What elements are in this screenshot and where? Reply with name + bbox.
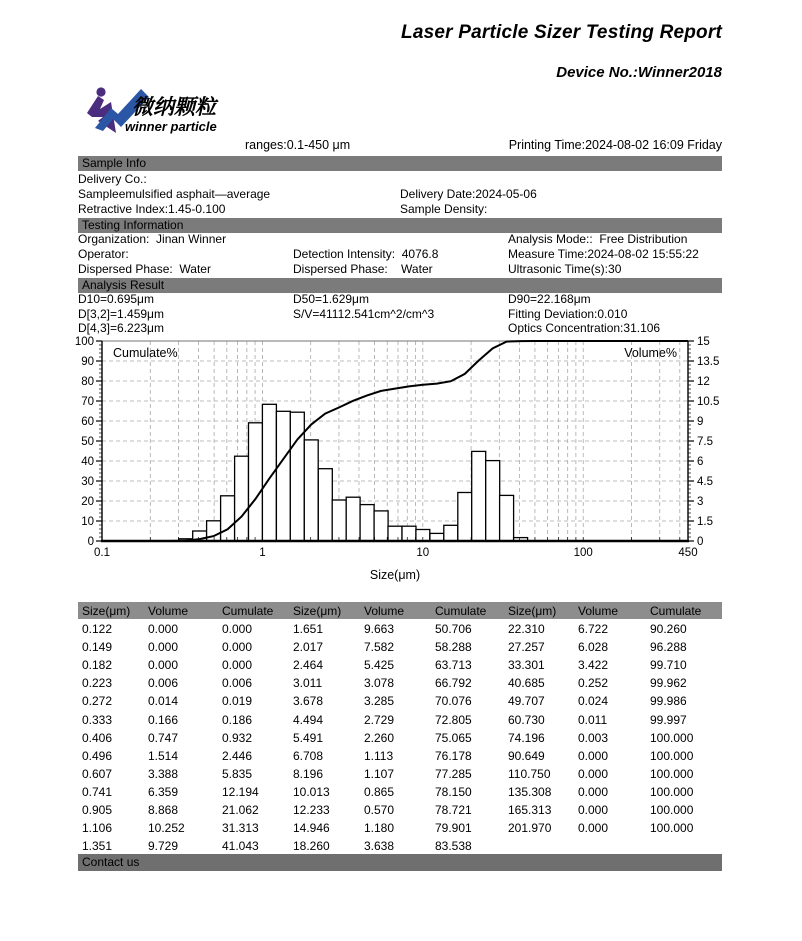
table-cell: 100.000 — [650, 803, 694, 817]
table-cell: 100.000 — [650, 749, 694, 763]
table-cell: 1.514 — [148, 749, 179, 763]
info-field: Retractive Index:1.45-0.100 — [78, 202, 226, 216]
table-column-header: Cumulate — [650, 604, 702, 618]
volume-bar — [249, 423, 263, 541]
table-cell: 12.194 — [222, 785, 259, 799]
right-tick-label: 0 — [697, 536, 704, 548]
table-cell: 1.351 — [82, 839, 113, 853]
table-cell: 0.003 — [578, 731, 609, 745]
table-cell: 0.182 — [82, 658, 113, 672]
left-tick-label: 50 — [81, 436, 94, 448]
x-tick-label: 450 — [678, 547, 698, 559]
right-tick-label: 3 — [697, 496, 704, 508]
section-header-analysis-result: Analysis Result — [78, 278, 722, 293]
x-tick-label: 1 — [259, 547, 266, 559]
volume-bar — [458, 493, 472, 542]
table-cell: 3.638 — [364, 839, 395, 853]
info-field: D90=22.168μm — [508, 292, 591, 306]
volume-bar — [402, 526, 416, 541]
table-cell: 12.233 — [293, 803, 330, 817]
table-cell: 0.006 — [222, 676, 253, 690]
volume-bar — [444, 525, 458, 541]
table-cell: 0.166 — [148, 713, 179, 727]
volume-bar — [346, 497, 360, 541]
table-cell: 0.932 — [222, 731, 253, 745]
volume-bar — [332, 500, 346, 541]
table-cell: 63.713 — [435, 658, 472, 672]
info-field: D[4,3]=6.223μm — [78, 321, 164, 335]
table-cell: 5.491 — [293, 731, 324, 745]
info-field: Optics Concentration:31.106 — [508, 321, 661, 335]
table-cell: 58.288 — [435, 640, 472, 654]
table-cell: 0.006 — [148, 676, 179, 690]
table-cell: 41.043 — [222, 839, 259, 853]
table-cell: 2.017 — [293, 640, 324, 654]
left-tick-label: 0 — [87, 536, 94, 548]
table-cell: 2.464 — [293, 658, 324, 672]
table-cell: 0.905 — [82, 803, 113, 817]
table-cell: 96.288 — [650, 640, 687, 654]
table-cell: 33.301 — [508, 658, 545, 672]
table-cell: 6.722 — [578, 622, 609, 636]
left-tick-label: 60 — [81, 416, 94, 428]
volume-bar — [472, 451, 486, 541]
info-field: D10=0.695μm — [78, 292, 154, 306]
x-axis-title: Size(μm) — [369, 568, 421, 582]
logo-dot-icon — [96, 87, 105, 96]
right-tick-label: 12 — [697, 376, 710, 388]
table-column-header: Size(μm) — [508, 604, 557, 618]
table-cell: 2.446 — [222, 749, 253, 763]
volume-bar — [360, 505, 374, 541]
table-cell: 3.678 — [293, 694, 324, 708]
table-cell: 0.865 — [364, 785, 395, 799]
table-cell: 99.997 — [650, 713, 687, 727]
table-cell: 90.649 — [508, 749, 545, 763]
info-field: Delivery Co.: — [78, 172, 147, 186]
table-cell: 75.065 — [435, 731, 472, 745]
info-field: Operator: — [78, 247, 129, 261]
table-cell: 0.406 — [82, 731, 113, 745]
left-tick-label: 90 — [81, 356, 94, 368]
table-cell: 5.425 — [364, 658, 395, 672]
right-axis-title: Volume% — [624, 346, 677, 360]
info-field: Analysis Mode:: Free Distribution — [508, 232, 688, 246]
info-field: Measure Time:2024-08-02 15:55:22 — [508, 247, 699, 261]
table-cell: 0.333 — [82, 713, 113, 727]
table-cell: 49.707 — [508, 694, 545, 708]
table-cell: 1.106 — [82, 821, 113, 835]
table-cell: 100.000 — [650, 767, 694, 781]
table-cell: 201.970 — [508, 821, 552, 835]
table-cell: 0.747 — [148, 731, 179, 745]
table-cell: 100.000 — [650, 821, 694, 835]
table-column-header: Size(μm) — [82, 604, 131, 618]
x-tick-label: 100 — [573, 547, 593, 559]
table-cell: 2.729 — [364, 713, 395, 727]
table-cell: 66.792 — [435, 676, 472, 690]
section-header-contact-us: Contact us — [78, 854, 722, 871]
table-cell: 78.721 — [435, 803, 472, 817]
table-cell: 0.000 — [578, 785, 609, 799]
volume-bar — [235, 456, 249, 541]
table-cell: 0.607 — [82, 767, 113, 781]
table-column-header: Volume — [148, 604, 189, 618]
left-tick-label: 30 — [81, 476, 94, 488]
table-cell: 0.000 — [148, 658, 179, 672]
table-cell: 40.685 — [508, 676, 545, 690]
table-cell: 0.000 — [222, 640, 253, 654]
table-cell: 0.149 — [82, 640, 113, 654]
left-tick-label: 40 — [81, 456, 94, 468]
table-cell: 8.196 — [293, 767, 324, 781]
x-tick-label: 10 — [416, 547, 430, 559]
table-cell: 100.000 — [650, 731, 694, 745]
table-cell: 6.359 — [148, 785, 179, 799]
table-cell: 0.272 — [82, 694, 113, 708]
table-cell: 100.000 — [650, 785, 694, 799]
volume-bar — [486, 461, 500, 541]
right-tick-label: 15 — [697, 336, 710, 348]
table-cell: 0.011 — [578, 713, 608, 727]
table-cell: 22.310 — [508, 622, 545, 636]
info-field: D[3,2]=1.459μm — [78, 307, 164, 321]
table-cell: 78.150 — [435, 785, 472, 799]
table-cell: 135.308 — [508, 785, 552, 799]
table-cell: 18.260 — [293, 839, 330, 853]
volume-bar — [304, 440, 318, 541]
ranges-label: ranges:0.1-450 μm — [245, 138, 351, 152]
info-field: Ultrasonic Time(s):30 — [508, 262, 622, 276]
table-column-header: Volume — [364, 604, 405, 618]
right-tick-label: 13.5 — [697, 356, 720, 368]
table-column-header: Volume — [578, 604, 619, 618]
printing-time: Printing Time:2024-08-02 16:09 Friday — [508, 138, 722, 152]
right-tick-label: 10.5 — [697, 396, 720, 408]
section-header-sample-info: Sample Info — [78, 156, 722, 171]
table-cell: 0.252 — [578, 676, 609, 690]
table-cell: 3.011 — [293, 676, 323, 690]
table-cell: 3.388 — [148, 767, 179, 781]
left-tick-label: 20 — [81, 496, 94, 508]
table-cell: 1.107 — [364, 767, 395, 781]
right-tick-label: 7.5 — [697, 436, 713, 448]
volume-bar — [221, 496, 235, 541]
table-cell: 8.868 — [148, 803, 179, 817]
table-cell: 99.962 — [650, 676, 687, 690]
table-cell: 6.028 — [578, 640, 609, 654]
table-cell: 60.730 — [508, 713, 545, 727]
table-cell: 0.000 — [222, 658, 253, 672]
volume-bar — [290, 412, 304, 541]
table-cell: 6.708 — [293, 749, 324, 763]
table-cell: 70.076 — [435, 694, 472, 708]
right-tick-label: 6 — [697, 456, 704, 468]
info-field: Dispersed Phase: Water — [293, 262, 433, 276]
table-cell: 0.000 — [578, 749, 609, 763]
table-cell: 0.000 — [578, 803, 609, 817]
table-cell: 3.285 — [364, 694, 395, 708]
table-cell: 0.496 — [82, 749, 113, 763]
table-cell: 90.260 — [650, 622, 687, 636]
table-cell: 3.422 — [578, 658, 609, 672]
table-cell: 165.313 — [508, 803, 552, 817]
table-cell: 0.570 — [364, 803, 395, 817]
particle-size-chart — [74, 336, 722, 587]
left-tick-label: 80 — [81, 376, 94, 388]
volume-bar — [276, 411, 290, 541]
table-cell: 76.178 — [435, 749, 472, 763]
table-cell: 0.186 — [222, 713, 253, 727]
table-cell: 7.582 — [364, 640, 395, 654]
table-cell: 50.706 — [435, 622, 472, 636]
volume-bar — [318, 469, 332, 541]
table-cell: 21.062 — [222, 803, 259, 817]
logo-en-text: winner particle — [125, 119, 217, 134]
table-cell: 0.019 — [222, 694, 253, 708]
left-tick-label: 100 — [74, 336, 94, 348]
logo-cn-text: 微纳颗粒 — [132, 96, 216, 119]
right-tick-label: 9 — [697, 416, 704, 428]
table-cell: 31.313 — [222, 821, 259, 835]
table-cell: 99.986 — [650, 694, 687, 708]
info-field: D50=1.629μm — [293, 292, 369, 306]
table-cell: 9.663 — [364, 622, 395, 636]
table-cell: 4.494 — [293, 713, 324, 727]
left-axis-title: Cumulate% — [113, 346, 178, 360]
table-column-header: Cumulate — [435, 604, 487, 618]
table-cell: 5.835 — [222, 767, 253, 781]
table-cell: 79.901 — [435, 821, 472, 835]
info-field: Sampleemulsified asphait—average — [78, 187, 271, 201]
table-column-header: Size(μm) — [293, 604, 342, 618]
volume-bar — [500, 495, 514, 541]
info-field: Detection Intensity: 4076.8 — [293, 247, 439, 261]
table-cell: 0.122 — [82, 622, 113, 636]
section-header-testing-information: Testing Information — [78, 218, 722, 233]
table-cell: 1.180 — [364, 821, 395, 835]
info-field: Dispersed Phase: Water — [78, 262, 211, 276]
table-cell: 9.729 — [148, 839, 179, 853]
page-title: Laser Particle Sizer Testing Report — [401, 22, 722, 43]
winner-particle-logo — [85, 86, 235, 138]
table-cell: 10.252 — [148, 821, 185, 835]
table-cell: 3.078 — [364, 676, 395, 690]
right-tick-label: 4.5 — [697, 476, 713, 488]
table-cell: 2.260 — [364, 731, 395, 745]
table-cell: 14.946 — [293, 821, 330, 835]
volume-bar — [374, 511, 388, 541]
right-tick-label: 1.5 — [697, 516, 713, 528]
info-field: Sample Density: — [400, 202, 488, 216]
volume-bar — [388, 526, 402, 541]
x-tick-label: 0.1 — [94, 547, 110, 559]
table-cell: 0.024 — [578, 694, 609, 708]
left-tick-label: 70 — [81, 396, 94, 408]
table-cell: 10.013 — [293, 785, 330, 799]
table-cell: 0.223 — [82, 676, 113, 690]
info-field: Fitting Deviation:0.010 — [508, 307, 628, 321]
table-cell: 0.000 — [578, 767, 609, 781]
table-cell: 77.285 — [435, 767, 472, 781]
table-cell: 1.651 — [293, 622, 324, 636]
table-cell: 0.000 — [148, 640, 179, 654]
table-cell: 0.000 — [148, 622, 179, 636]
info-field: Delivery Date:2024-05-06 — [400, 187, 537, 201]
table-cell: 0.000 — [222, 622, 253, 636]
left-tick-label: 10 — [81, 516, 94, 528]
table-cell: 27.257 — [508, 640, 545, 654]
table-cell: 0.741 — [82, 785, 113, 799]
info-field: Organization: Jinan Winner — [78, 232, 227, 246]
device-number: Device No.:Winner2018 — [556, 64, 722, 81]
table-cell: 72.805 — [435, 713, 472, 727]
table-cell: 110.750 — [508, 767, 551, 781]
table-cell: 74.196 — [508, 731, 545, 745]
table-cell: 0.000 — [578, 821, 609, 835]
table-cell: 99.710 — [650, 658, 687, 672]
table-cell: 83.538 — [435, 839, 472, 853]
info-field: S/V=41112.541cm^2/cm^3 — [293, 307, 435, 321]
table-cell: 1.113 — [364, 749, 394, 763]
table-cell: 0.014 — [148, 694, 179, 708]
table-column-header: Cumulate — [222, 604, 274, 618]
